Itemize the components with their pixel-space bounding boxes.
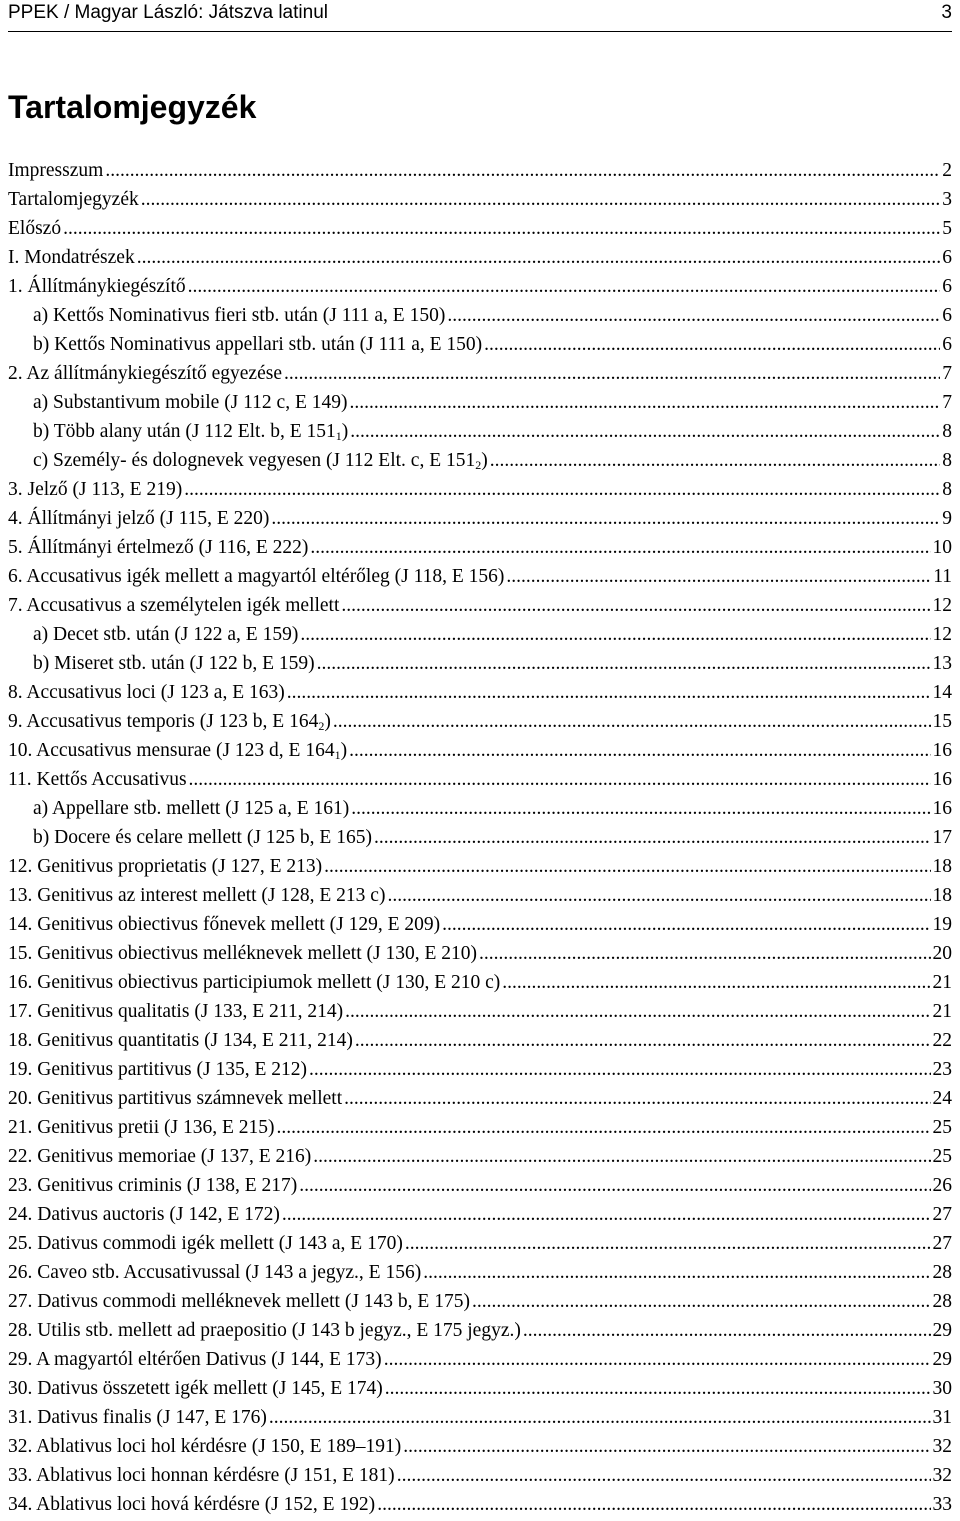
- toc-entry-page-number: 7: [942, 392, 952, 413]
- toc-dot-leader: [299, 1171, 930, 1200]
- toc-entry-page-number: 33: [932, 1494, 952, 1515]
- toc-dot-leader: [377, 1490, 930, 1519]
- toc-entry[interactable]: [8, 1432, 952, 1461]
- toc-dot-leader: [141, 185, 941, 214]
- page-header: [8, 0, 952, 26]
- toc-entry-label: 25. Dativus commodi igék mellett (J 143 a, E 170): [8, 1233, 403, 1254]
- toc-dot-leader: [341, 591, 930, 620]
- toc-entry[interactable]: [8, 388, 952, 417]
- toc-dot-leader: [397, 1461, 931, 1490]
- toc-entry[interactable]: [8, 1026, 952, 1055]
- toc-entry-label: 8. Accusativus loci (J 123 a, E 163): [8, 682, 285, 703]
- toc-dot-leader: [384, 1345, 931, 1374]
- toc-entry[interactable]: [8, 214, 952, 243]
- toc-entry[interactable]: [8, 939, 952, 968]
- toc-entry-label: 15. Genitivus obiectivus melléknevek mellett (J 130, E 210): [8, 943, 477, 964]
- toc-entry-subscript: 1: [334, 748, 341, 762]
- toc-entry-label: 13. Genitivus az interest mellett (J 128, E 213 c): [8, 885, 386, 906]
- toc-dot-leader: [184, 475, 940, 504]
- toc-entry-label: 32. Ablativus loci hol kérdésre (J 150, E 189–191): [8, 1436, 402, 1457]
- toc-dot-leader: [351, 794, 930, 823]
- toc-entry-page-number: 18: [932, 885, 952, 906]
- toc-entry-label: 3. Jelző (J 113, E 219): [8, 479, 183, 500]
- toc-dot-leader: [350, 417, 940, 446]
- toc-entry[interactable]: [8, 968, 952, 997]
- toc-entry-label: 28. Utilis stb. mellett ad praepositio (J 143 b jegyz., E 175 jegyz.): [8, 1320, 521, 1341]
- toc-entry[interactable]: [8, 1055, 952, 1084]
- toc-entry-label: 27. Dativus commodi melléknevek mellett (J 143 b, E 175): [8, 1291, 470, 1312]
- toc-entry-label: b) Docere és celare mellett (J 125 b, E 165): [33, 827, 372, 848]
- toc-entry-page-number: 26: [932, 1175, 952, 1196]
- toc-dot-leader: [269, 1403, 931, 1432]
- toc-entry[interactable]: [8, 1084, 952, 1113]
- toc-dot-leader: [310, 533, 930, 562]
- toc-dot-leader: [442, 910, 930, 939]
- toc-entry[interactable]: [8, 533, 952, 562]
- toc-dot-leader: [387, 881, 930, 910]
- toc-entry-label: 7. Accusativus a személytelen igék mellett: [8, 595, 340, 616]
- toc-entry[interactable]: [8, 765, 952, 794]
- toc-entry[interactable]: [8, 910, 952, 939]
- toc-entry[interactable]: [8, 997, 952, 1026]
- toc-entry-page-number: 11: [933, 566, 952, 587]
- toc-entry[interactable]: [8, 417, 952, 446]
- toc-entry-page-number: 9: [942, 508, 952, 529]
- toc-entry[interactable]: [8, 330, 952, 359]
- toc-entry-page-number: 2: [942, 160, 952, 181]
- toc-entry[interactable]: [8, 185, 952, 214]
- toc-dot-leader: [350, 388, 941, 417]
- toc-entry[interactable]: [8, 852, 952, 881]
- toc-entry-label: 31. Dativus finalis (J 147, E 176): [8, 1407, 267, 1428]
- toc-entry-page-number: 15: [932, 711, 952, 732]
- toc-entry-label: 1. Állítmánykiegészítő: [8, 276, 186, 297]
- toc-entry-page-number: 6: [942, 334, 952, 355]
- toc-entry-label: 12. Genitivus proprietatis (J 127, E 213): [8, 856, 323, 877]
- toc-entry-label: Impresszum: [8, 160, 104, 181]
- toc-entry[interactable]: [8, 1316, 952, 1345]
- toc-dot-leader: [317, 649, 931, 678]
- toc-entry-label: 19. Genitivus partitivus (J 135, E 212): [8, 1059, 307, 1080]
- toc-entry-label: 17. Genitivus qualitatis (J 133, E 211, 214): [8, 1001, 344, 1022]
- toc-dot-leader: [385, 1374, 931, 1403]
- toc-entry-page-number: 23: [932, 1059, 952, 1080]
- toc-dot-leader: [403, 1432, 930, 1461]
- toc-entry-page-number: 6: [942, 305, 952, 326]
- toc-entry[interactable]: [8, 359, 952, 388]
- toc-entry-page-number: 21: [932, 972, 952, 993]
- toc-dot-leader: [324, 852, 930, 881]
- toc-dot-leader: [313, 1142, 930, 1171]
- toc-entry-label: 9. Accusativus temporis (J 123 b, E $164_2$): [8, 711, 331, 733]
- toc-dot-leader: [300, 620, 930, 649]
- toc-entry-label: 10. Accusativus mensurae (J 123 d, E $164_1$): [8, 740, 348, 762]
- toc-entry-page-number: 10: [932, 537, 952, 558]
- toc-entry[interactable]: [8, 1345, 952, 1374]
- toc-entry[interactable]: [8, 1403, 952, 1432]
- toc-entry-label: 29. A magyartól eltérően Dativus (J 144, E 173): [8, 1349, 382, 1370]
- toc-entry[interactable]: [8, 1200, 952, 1229]
- toc-entry[interactable]: [8, 1374, 952, 1403]
- toc-entry-page-number: 6: [942, 247, 952, 268]
- toc-entry-label: a) Appellare stb. mellett (J 125 a, E 161): [33, 798, 350, 819]
- toc-entry[interactable]: [8, 736, 952, 765]
- toc-entry-label: 14. Genitivus obiectivus főnevek mellett (J 129, E 209): [8, 914, 441, 935]
- toc-entry[interactable]: [8, 823, 952, 852]
- toc-entry[interactable]: [8, 562, 952, 591]
- toc-entry[interactable]: [8, 272, 952, 301]
- toc-entry-page-number: 20: [932, 943, 952, 964]
- toc-entry[interactable]: [8, 475, 952, 504]
- toc-entry-page-number: 3: [942, 189, 952, 210]
- toc-entry-label: b) Több alany után (J 112 Elt. b, E $151_1$): [33, 421, 349, 443]
- toc-entry[interactable]: [8, 1490, 952, 1519]
- toc-entry[interactable]: [8, 1142, 952, 1171]
- toc-entry[interactable]: [8, 591, 952, 620]
- toc-entry-page-number: 29: [932, 1349, 952, 1370]
- toc-dot-leader: [405, 1229, 931, 1258]
- toc-entry-page-number: 7: [942, 363, 952, 384]
- toc-entry-page-number: 25: [932, 1117, 952, 1138]
- toc-entry-page-number: 27: [932, 1204, 952, 1225]
- toc-entry-label: 26. Caveo stb. Accusativussal (J 143 a jegyz., E 156): [8, 1262, 422, 1283]
- toc-entry-label: 6. Accusativus igék mellett a magyartól eltérőleg (J 118, E 156): [8, 566, 505, 587]
- toc-dot-leader: [447, 301, 940, 330]
- toc-dot-leader: [345, 997, 930, 1026]
- header-page-number: 3: [941, 2, 952, 23]
- toc-entry-page-number: 29: [932, 1320, 952, 1341]
- toc-entry-label: 24. Dativus auctoris (J 142, E 172): [8, 1204, 280, 1225]
- toc-entry[interactable]: [8, 707, 952, 736]
- toc-entry-label: 2. Az állítmánykiegészítő egyezése: [8, 363, 282, 384]
- toc-entry-label: b) Miseret stb. után (J 122 b, E 159): [33, 653, 315, 674]
- toc-dot-leader: [309, 1055, 931, 1084]
- toc-dot-leader: [287, 678, 931, 707]
- header-divider: [8, 31, 952, 32]
- toc-dot-leader: [523, 1316, 931, 1345]
- toc-dot-leader: [333, 707, 931, 736]
- toc-entry[interactable]: [8, 1113, 952, 1142]
- toc-dot-leader: [502, 968, 930, 997]
- toc-entry[interactable]: [8, 1171, 952, 1200]
- toc-entry-page-number: 8: [942, 479, 952, 500]
- toc-entry-label: 5. Állítmányi értelmező (J 116, E 222): [8, 537, 309, 558]
- toc-entry-page-number: 16: [932, 798, 952, 819]
- toc-entry-subscript: 1: [335, 429, 342, 443]
- toc-dot-leader: [484, 330, 940, 359]
- toc-entry[interactable]: [8, 881, 952, 910]
- toc-dot-leader: [137, 243, 941, 272]
- table-of-contents: [8, 156, 952, 1519]
- toc-entry-label: 4. Állítmányi jelző (J 115, E 220): [8, 508, 270, 529]
- toc-dot-leader: [344, 1084, 930, 1113]
- toc-entry-page-number: 19: [932, 914, 952, 935]
- toc-entry[interactable]: [8, 649, 952, 678]
- toc-entry[interactable]: [8, 301, 952, 330]
- toc-entry-page-number: 12: [932, 624, 952, 645]
- toc-dot-leader: [63, 214, 940, 243]
- toc-entry-page-number: 6: [942, 276, 952, 297]
- toc-entry[interactable]: [8, 156, 952, 185]
- toc-entry-label: I. Mondatrészek: [8, 247, 135, 268]
- toc-entry[interactable]: [8, 446, 952, 475]
- toc-entry[interactable]: [8, 243, 952, 272]
- toc-dot-leader: [188, 272, 941, 301]
- toc-entry[interactable]: [8, 1461, 952, 1490]
- toc-entry-label: 22. Genitivus memoriae (J 137, E 216): [8, 1146, 312, 1167]
- toc-entry[interactable]: [8, 620, 952, 649]
- toc-entry-label: a) Substantivum mobile (J 112 c, E 149): [33, 392, 348, 413]
- toc-entry[interactable]: [8, 794, 952, 823]
- toc-entry-label: Tartalomjegyzék: [8, 189, 139, 210]
- toc-entry-label: 33. Ablativus loci honnan kérdésre (J 151, E 181): [8, 1465, 395, 1486]
- toc-entry-page-number: 32: [932, 1465, 952, 1486]
- toc-entry-subscript: 2: [318, 719, 325, 733]
- toc-entry-page-number: 8: [942, 421, 952, 442]
- toc-entry-page-number: 16: [932, 769, 952, 790]
- toc-entry-page-number: 13: [932, 653, 952, 674]
- toc-entry-page-number: 25: [932, 1146, 952, 1167]
- toc-dot-leader: [105, 156, 940, 185]
- toc-entry-label: a) Decet stb. után (J 122 a, E 159): [33, 624, 299, 645]
- toc-entry-page-number: 24: [932, 1088, 952, 1109]
- toc-entry-label: a) Kettős Nominativus fieri stb. után (J 111 a, E 150): [33, 305, 446, 326]
- toc-dot-leader: [355, 1026, 931, 1055]
- toc-dot-leader: [271, 504, 940, 533]
- toc-entry-label: c) Személy- és dolognevek vegyesen (J 112 Elt. c, E $151_2$): [33, 450, 488, 472]
- toc-entry-page-number: 28: [932, 1262, 952, 1283]
- toc-dot-leader: [490, 446, 941, 475]
- toc-entry-label: 30. Dativus összetett igék mellett (J 145, E 174): [8, 1378, 383, 1399]
- toc-entry-page-number: 21: [932, 1001, 952, 1022]
- toc-dot-leader: [472, 1287, 931, 1316]
- running-title: PPEK / Magyar László: Játszva latinul: [8, 2, 328, 23]
- toc-entry-label: 16. Genitivus obiectivus participiumok mellett (J 130, E 210 c): [8, 972, 501, 993]
- toc-entry[interactable]: [8, 678, 952, 707]
- toc-entry-page-number: 12: [932, 595, 952, 616]
- toc-entry-page-number: 27: [932, 1233, 952, 1254]
- toc-entry[interactable]: [8, 504, 952, 533]
- toc-dot-leader: [423, 1258, 930, 1287]
- toc-dot-leader: [282, 1200, 931, 1229]
- toc-entry-page-number: 5: [942, 218, 952, 239]
- toc-entry-page-number: 17: [932, 827, 952, 848]
- toc-dot-leader: [189, 765, 931, 794]
- toc-entry-label: Előszó: [8, 218, 62, 239]
- toc-entry-page-number: 32: [932, 1436, 952, 1457]
- toc-entry-page-number: 31: [932, 1407, 952, 1428]
- toc-dot-leader: [284, 359, 940, 388]
- toc-entry[interactable]: [8, 1229, 952, 1258]
- toc-entry[interactable]: [8, 1287, 952, 1316]
- toc-entry-label: 23. Genitivus criminis (J 138, E 217): [8, 1175, 298, 1196]
- toc-entry-page-number: 28: [932, 1291, 952, 1312]
- toc-entry-page-number: 18: [932, 856, 952, 877]
- toc-dot-leader: [479, 939, 931, 968]
- toc-entry-label: 21. Genitivus pretii (J 136, E 215): [8, 1117, 275, 1138]
- toc-entry-subscript: 2: [475, 458, 482, 472]
- toc-dot-leader: [374, 823, 931, 852]
- toc-entry-label: 18. Genitivus quantitatis (J 134, E 211, 214): [8, 1030, 353, 1051]
- toc-entry-page-number: 30: [932, 1378, 952, 1399]
- toc-entry-label: 11. Kettős Accusativus: [8, 769, 187, 790]
- toc-entry[interactable]: [8, 1258, 952, 1287]
- toc-entry-page-number: 8: [942, 450, 952, 471]
- toc-entry-label: b) Kettős Nominativus appellari stb. után (J 111 a, E 150): [33, 334, 483, 355]
- toc-entry-page-number: 22: [932, 1030, 952, 1051]
- toc-entry-label: 34. Ablativus loci hová kérdésre (J 152, E 192): [8, 1494, 376, 1515]
- toc-entry-label: 20. Genitivus partitivus számnevek mellett: [8, 1088, 343, 1109]
- toc-dot-leader: [506, 562, 931, 591]
- toc-entry-page-number: 14: [932, 682, 952, 703]
- toc-dot-leader: [276, 1113, 930, 1142]
- page-title: Tartalomjegyzék: [8, 89, 257, 125]
- toc-entry-page-number: 16: [932, 740, 952, 761]
- toc-dot-leader: [349, 736, 930, 765]
